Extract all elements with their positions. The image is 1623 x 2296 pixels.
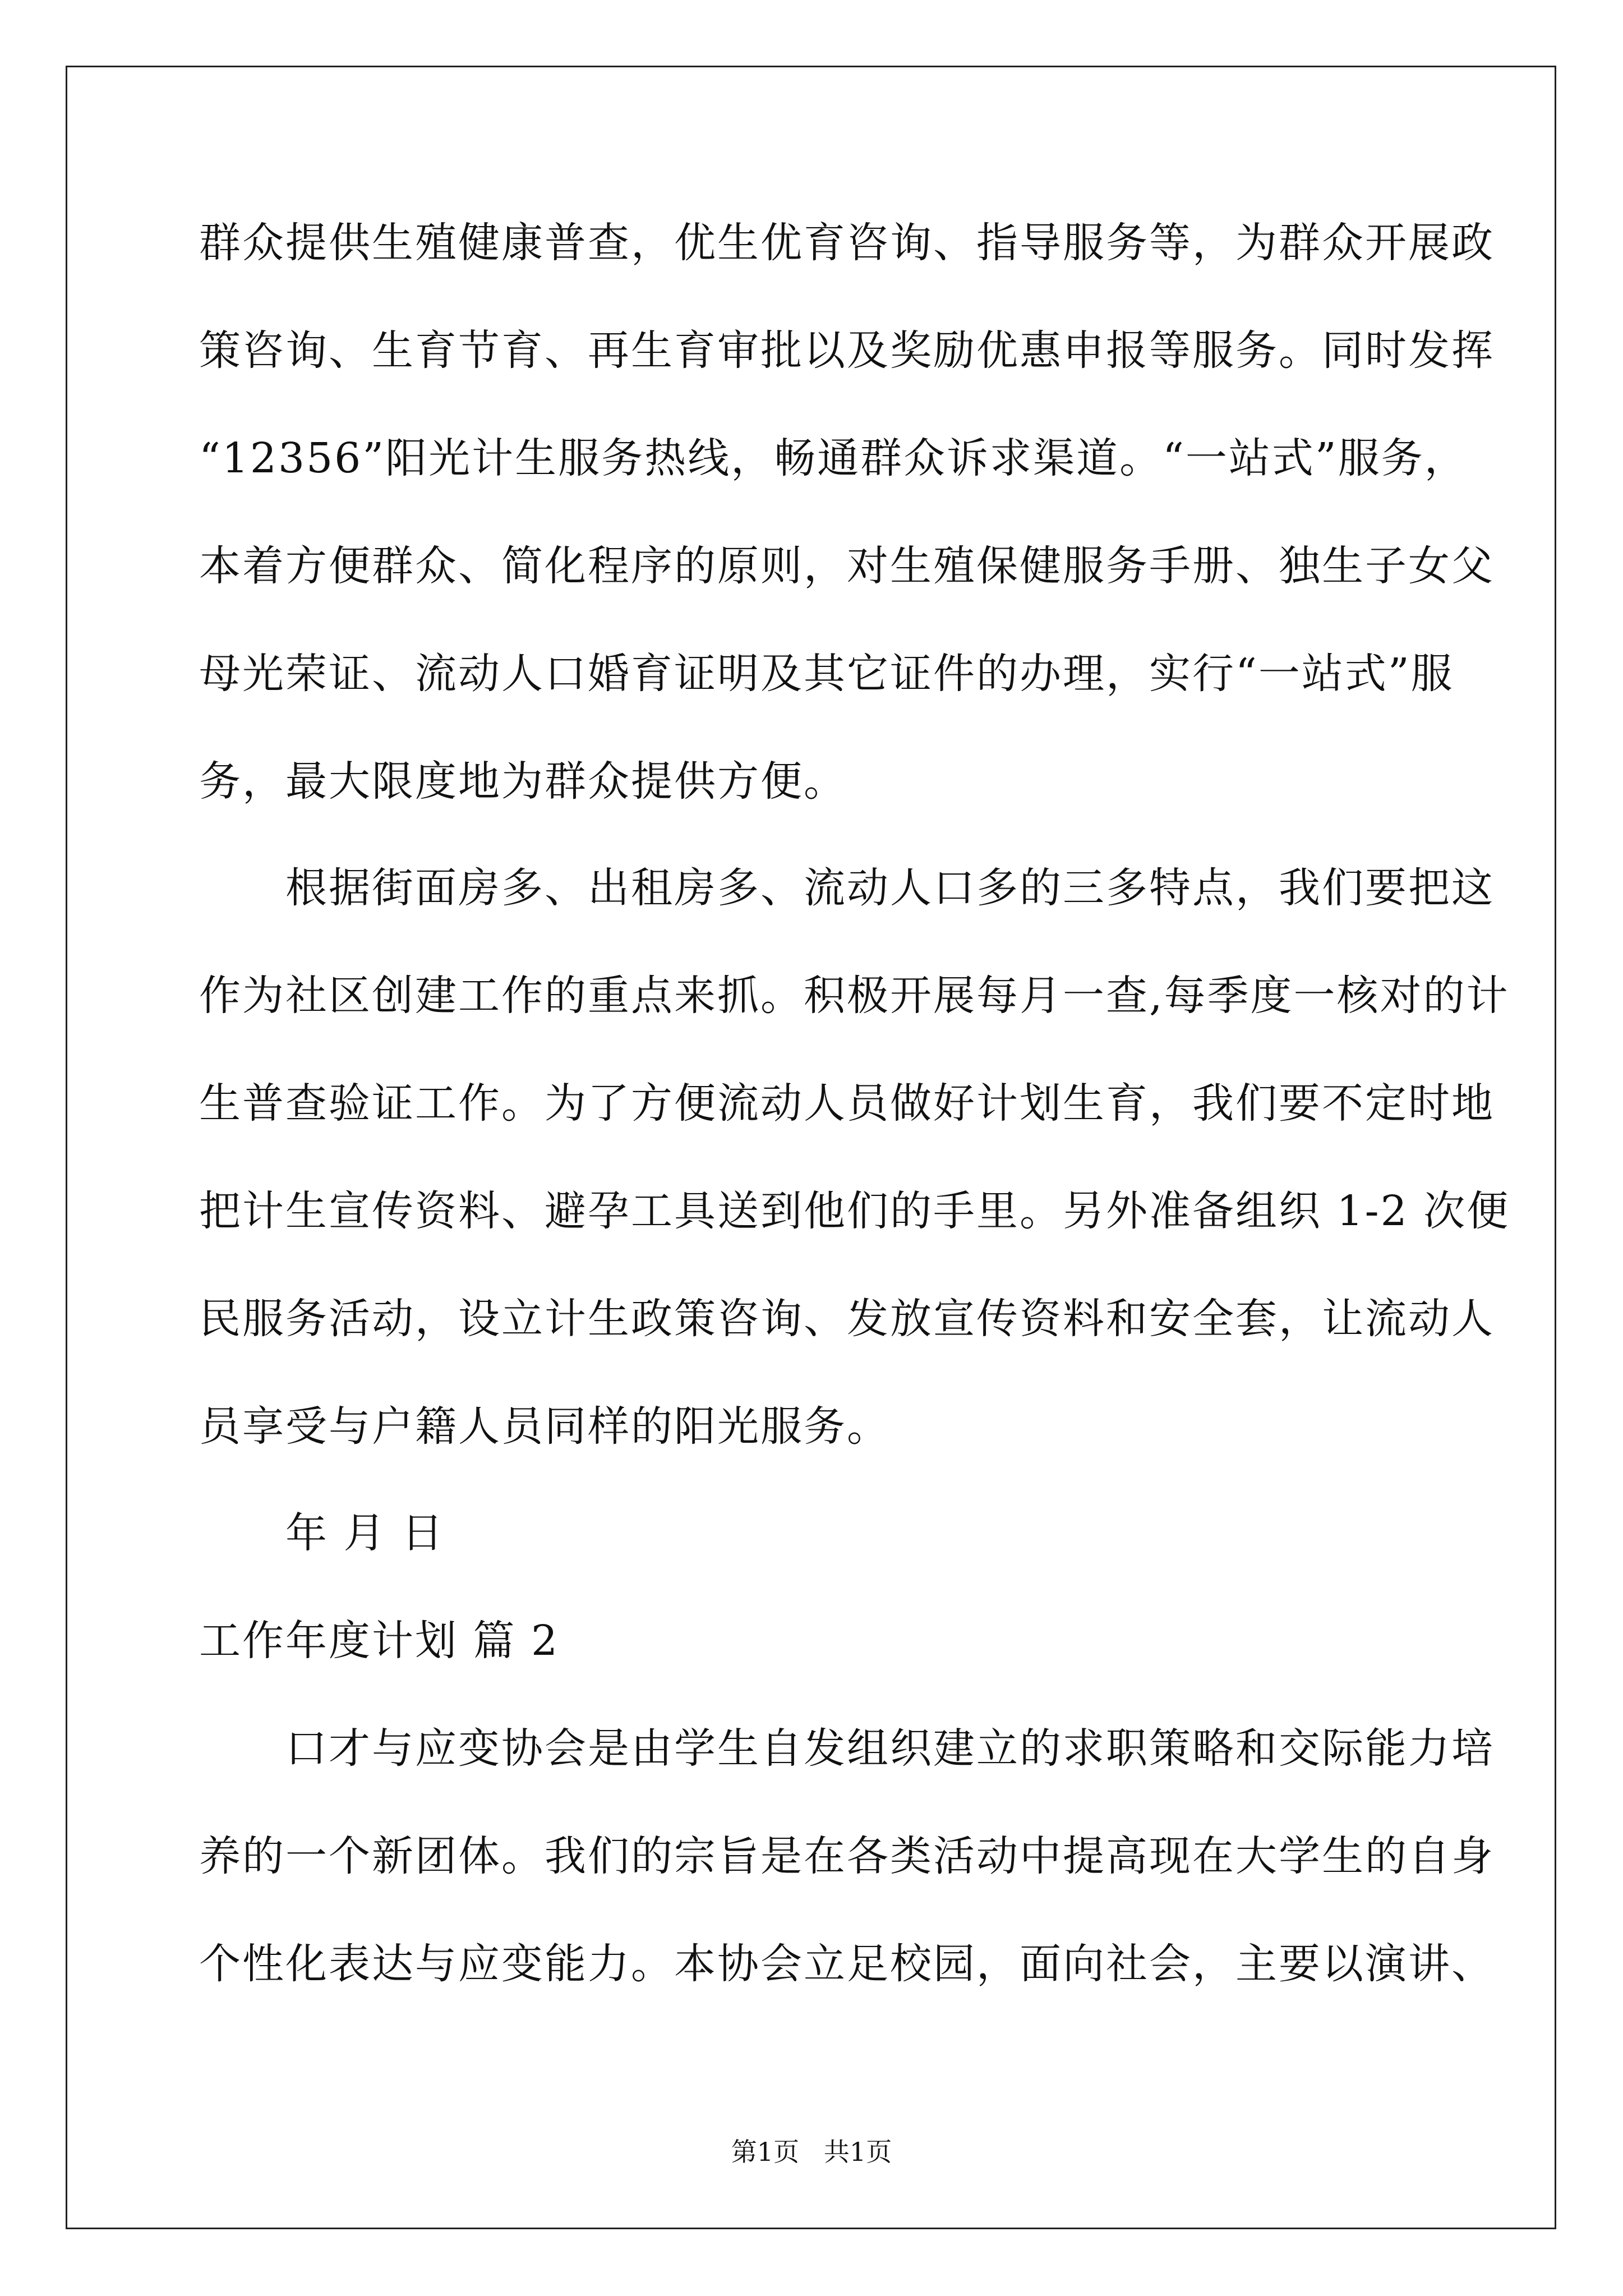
text-line: 生普查验证工作。为了方便流动人员做好计划生育，我们要不定时地 <box>199 1079 1495 1128</box>
text-line: 民服务活动，设立计生政策咨询、发放宣传资料和安全套，让流动人 <box>199 1295 1495 1343</box>
text-line: 根据街面房多、出租房多、流动人口多的三多特点，我们要把这 <box>199 864 1495 912</box>
text-line: 个性化表达与应变能力。本协会立足校园，面向社会，主要以演讲、 <box>199 1940 1495 1988</box>
date-line: 年 月 日 <box>199 1509 445 1557</box>
page-number-footer: 第1页 共1页 <box>731 2137 892 2167</box>
text-line: 口才与应变协会是由学生自发组织建立的求职策略和交际能力培 <box>199 1724 1495 1773</box>
page-border <box>66 66 1556 2229</box>
section-heading: 工作年度计划 篇 2 <box>199 1617 560 1665</box>
text-line: 把计生宣传资料、避孕工具送到他们的手里。另外准备组织 1-2 次便 <box>199 1187 1510 1235</box>
text-line: 务，最大限度地为群众提供方便。 <box>199 757 847 806</box>
text-line: 员享受与户籍人员同样的阳光服务。 <box>199 1402 890 1451</box>
text-line: 母光荣证、流动人口婚育证明及其它证件的办理，实行“一站式”服 <box>199 650 1454 698</box>
text-line: 本着方便群众、简化程序的原则，对生殖保健服务手册、独生子女父 <box>199 542 1495 590</box>
text-line: 养的一个新团体。我们的宗旨是在各类活动中提高现在大学生的自身 <box>199 1832 1495 1880</box>
text-line: 作为社区创建工作的重点来抓。积极开展每月一查,每季度一核对的计 <box>199 972 1510 1020</box>
text-line: “12356”阳光计生服务热线，畅通群众诉求渠道。“一站式”服务， <box>199 434 1468 482</box>
text-line: 群众提供生殖健康普查，优生优育咨询、指导服务等，为群众开展政 <box>199 219 1495 267</box>
text-line: 策咨询、生育节育、再生育审批以及奖励优惠申报等服务。同时发挥 <box>199 326 1495 375</box>
